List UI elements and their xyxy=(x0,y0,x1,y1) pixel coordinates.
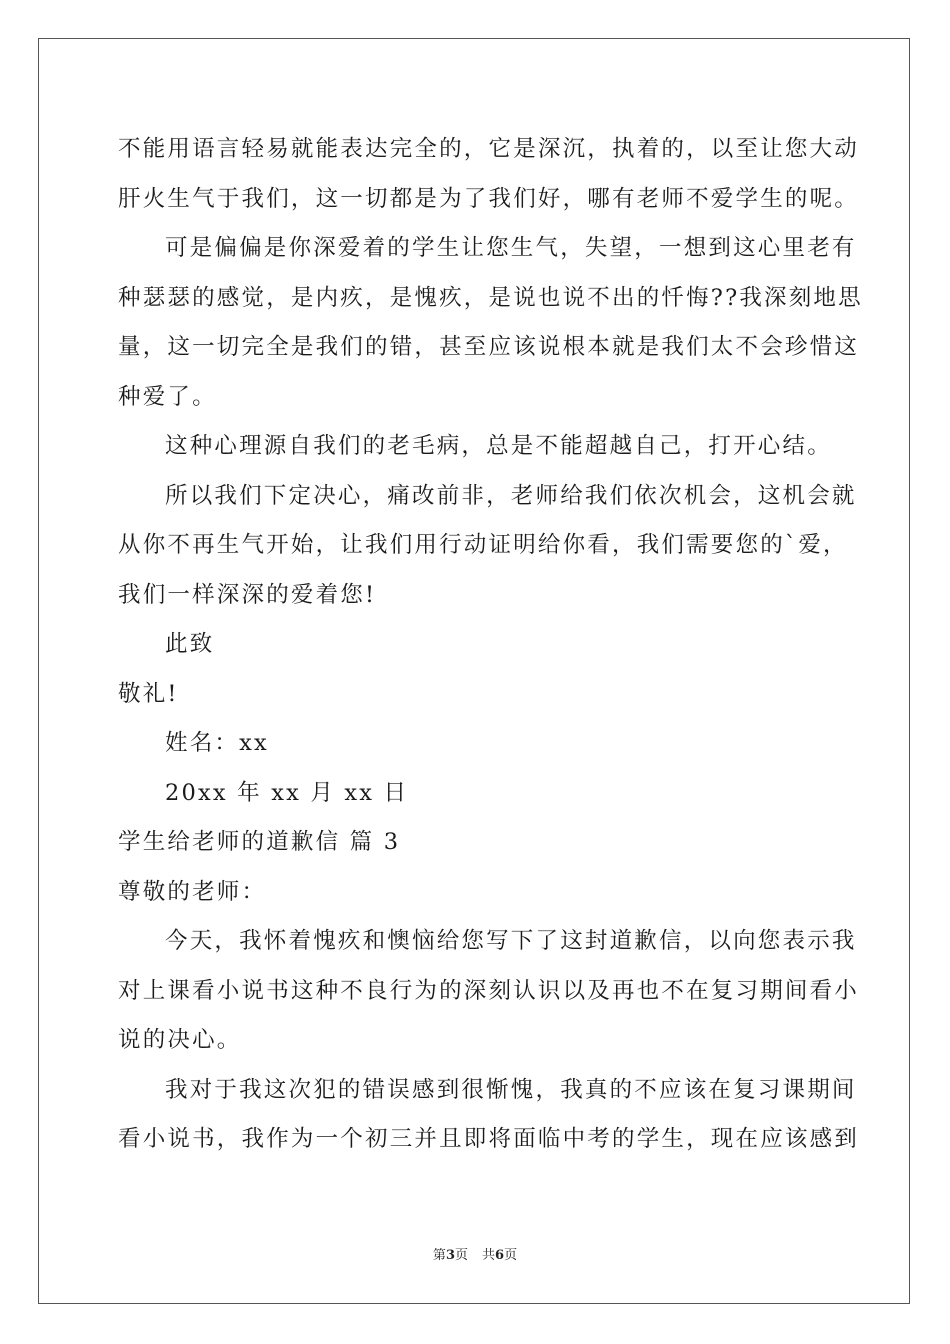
text-line-9: 从你不再生气开始，让我们用行动证明给你看，我们需要您的`爱， xyxy=(118,532,848,558)
section-heading: 学生给老师的道歉信 篇 3 xyxy=(118,829,401,855)
page-footer xyxy=(0,1248,950,1264)
signature-date: 20xx 年 xx 月 xx 日 xyxy=(165,779,409,806)
text-line-8: 所以我们下定决心，痛改前非，老师给我们依次机会，这机会就 xyxy=(165,482,857,509)
signature-name: 姓名：xx xyxy=(165,730,269,756)
greeting-line: 尊敬的老师： xyxy=(118,878,267,905)
text-line-10: 我们一样深深的爱着您! xyxy=(118,581,377,608)
text-line-7: 这种心理源自我们的老毛病，总是不能超越自己，打开心结。 xyxy=(165,433,832,459)
text-line-21: 看小说书，我作为一个初三并且即将面临中考的学生，现在应该感到 xyxy=(118,1126,860,1152)
text-line-2: 肝火生气于我们，这一切都是为了我们好，哪有老师不爱学生的呢。 xyxy=(118,185,860,212)
text-line-4: 种瑟瑟的感觉，是内疚，是愧疚，是说也说不出的忏悔??我深刻地思 xyxy=(118,284,863,311)
document-body xyxy=(118,125,863,1165)
text-line-20: 我对于我这次犯的错误感到很惭愧，我真的不应该在复习课期间 xyxy=(165,1076,857,1103)
text-line-18: 对上课看小说书这种不良行为的深刻认识以及再也不在复习期间看小 xyxy=(118,977,860,1004)
total-suffix: 页 xyxy=(504,1248,518,1263)
total-page-number: 6 xyxy=(495,1248,505,1263)
salute-line: 敬礼! xyxy=(118,680,179,707)
closing-line: 此致 xyxy=(165,631,215,657)
page-prefix: 第 xyxy=(432,1248,446,1263)
text-line-3: 可是偏偏是你深爱着的学生让您生气，失望，一想到这心里老有 xyxy=(165,235,857,261)
text-line-17: 今天，我怀着愧疚和懊恼给您写下了这封道歉信，以向您表示我 xyxy=(165,928,857,954)
page-suffix: 页 xyxy=(454,1248,468,1263)
text-line-1: 不能用语言轻易就能表达完全的，它是深沉，执着的，以至让您大动 xyxy=(118,136,860,162)
total-prefix: 共 xyxy=(482,1248,496,1263)
current-page-number: 3 xyxy=(445,1248,455,1263)
text-line-6: 种爱了。 xyxy=(118,383,217,410)
text-line-19: 说的决心。 xyxy=(118,1027,242,1053)
text-line-5: 量，这一切完全是我们的错，甚至应该说根本就是我们太不会珍惜这 xyxy=(118,334,860,360)
